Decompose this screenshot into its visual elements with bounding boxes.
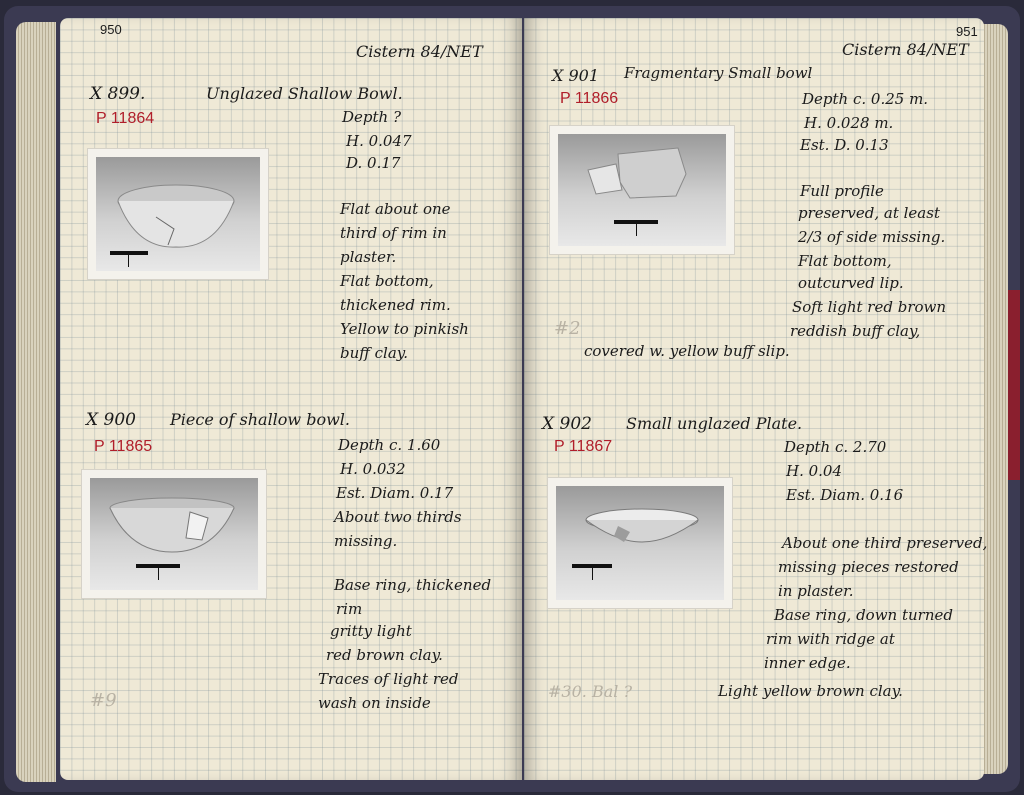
note-line: Flat bottom, [798, 252, 892, 270]
page-number: 950 [100, 22, 122, 37]
note-line: Depth c. 1.60 [338, 436, 441, 454]
note-line: Depth ? [342, 108, 402, 126]
note-line: covered w. yellow buff slip. [584, 342, 790, 360]
note-line: plaster. [340, 248, 397, 266]
artifact-photo [88, 149, 268, 279]
artifact-photo [548, 478, 732, 608]
note-line: 2/3 of side missing. [798, 228, 946, 246]
note-line: reddish buff clay, [790, 322, 921, 340]
catalog-number: X 899. [90, 84, 146, 104]
note-line: preserved, at least [798, 204, 940, 222]
note-line: About two thirds [334, 508, 462, 526]
note-line: Depth c. 0.25 m. [802, 90, 929, 108]
left-page [60, 18, 522, 780]
pottery-number: P 11867 [554, 438, 613, 455]
bowl-image [96, 157, 260, 271]
note-line: outcurved lip. [798, 274, 904, 292]
note-line: rim with ridge at [766, 630, 895, 648]
note-line: Est. D. 0.13 [800, 136, 889, 154]
note-line: Flat about one [340, 200, 451, 218]
note-line: Full profile [800, 182, 884, 200]
entry-title: Piece of shallow bowl. [170, 410, 350, 429]
entry-title: Unglazed Shallow Bowl. [206, 84, 403, 103]
page-edges-left [16, 22, 56, 782]
note-line: H. 0.047 [346, 132, 412, 150]
note-line: Est. Diam. 0.16 [786, 486, 904, 504]
note-line: Light yellow brown clay. [718, 682, 903, 700]
note-line: buff clay. [340, 344, 409, 362]
note-line: Depth c. 2.70 [784, 438, 887, 456]
note-line: Base ring, thickened [334, 576, 492, 594]
note-line: rim [336, 600, 363, 618]
note-line: Traces of light red [318, 670, 459, 688]
note-line: Yellow to pinkish [340, 320, 469, 338]
note-line: missing. [334, 532, 398, 550]
page-header: Cistern 84/NET [842, 40, 969, 59]
catalog-number: X 902 [542, 414, 592, 434]
page-header: Cistern 84/NET [356, 42, 483, 61]
note-line: Base ring, down turned [774, 606, 953, 624]
note-line: Flat bottom, [340, 272, 434, 290]
note-line: H. 0.028 m. [804, 114, 894, 132]
pottery-number: P 11866 [560, 90, 619, 107]
artifact-photo [82, 470, 266, 598]
catalog-number: X 900 [86, 410, 136, 430]
note-line: third of rim in [340, 224, 447, 242]
bowl-image [556, 486, 724, 600]
pottery-number: P 11865 [94, 438, 153, 455]
note-line: D. 0.17 [346, 154, 401, 172]
pencil-note: #30. Bal ? [548, 682, 633, 701]
pencil-note: #2 [554, 318, 581, 339]
pottery-number: P 11864 [96, 110, 155, 127]
pencil-note: #9 [90, 690, 117, 711]
artifact-photo [550, 126, 734, 254]
note-line: inner edge. [764, 654, 851, 672]
catalog-number: X 901 [552, 66, 600, 85]
note-line: wash on inside [318, 694, 431, 712]
note-line: thickened rim. [340, 296, 451, 314]
page-number: 951 [956, 24, 978, 39]
bookmark-ribbon [1008, 290, 1020, 480]
note-line: missing pieces restored [778, 558, 959, 576]
note-line: Soft light red brown [792, 298, 947, 316]
right-page [524, 18, 988, 780]
note-line: gritty light [330, 622, 412, 640]
entry-title: Small unglazed Plate. [626, 414, 803, 433]
note-line: H. 0.04 [786, 462, 843, 480]
bowl-image [90, 478, 258, 590]
note-line: H. 0.032 [340, 460, 406, 478]
entry-title: Fragmentary Small bowl [624, 64, 813, 82]
note-line: About one third preserved, [782, 534, 988, 552]
bowl-image [558, 134, 726, 246]
note-line: in plaster. [778, 582, 854, 600]
note-line: Est. Diam. 0.17 [336, 484, 454, 502]
note-line: red brown clay. [326, 646, 443, 664]
